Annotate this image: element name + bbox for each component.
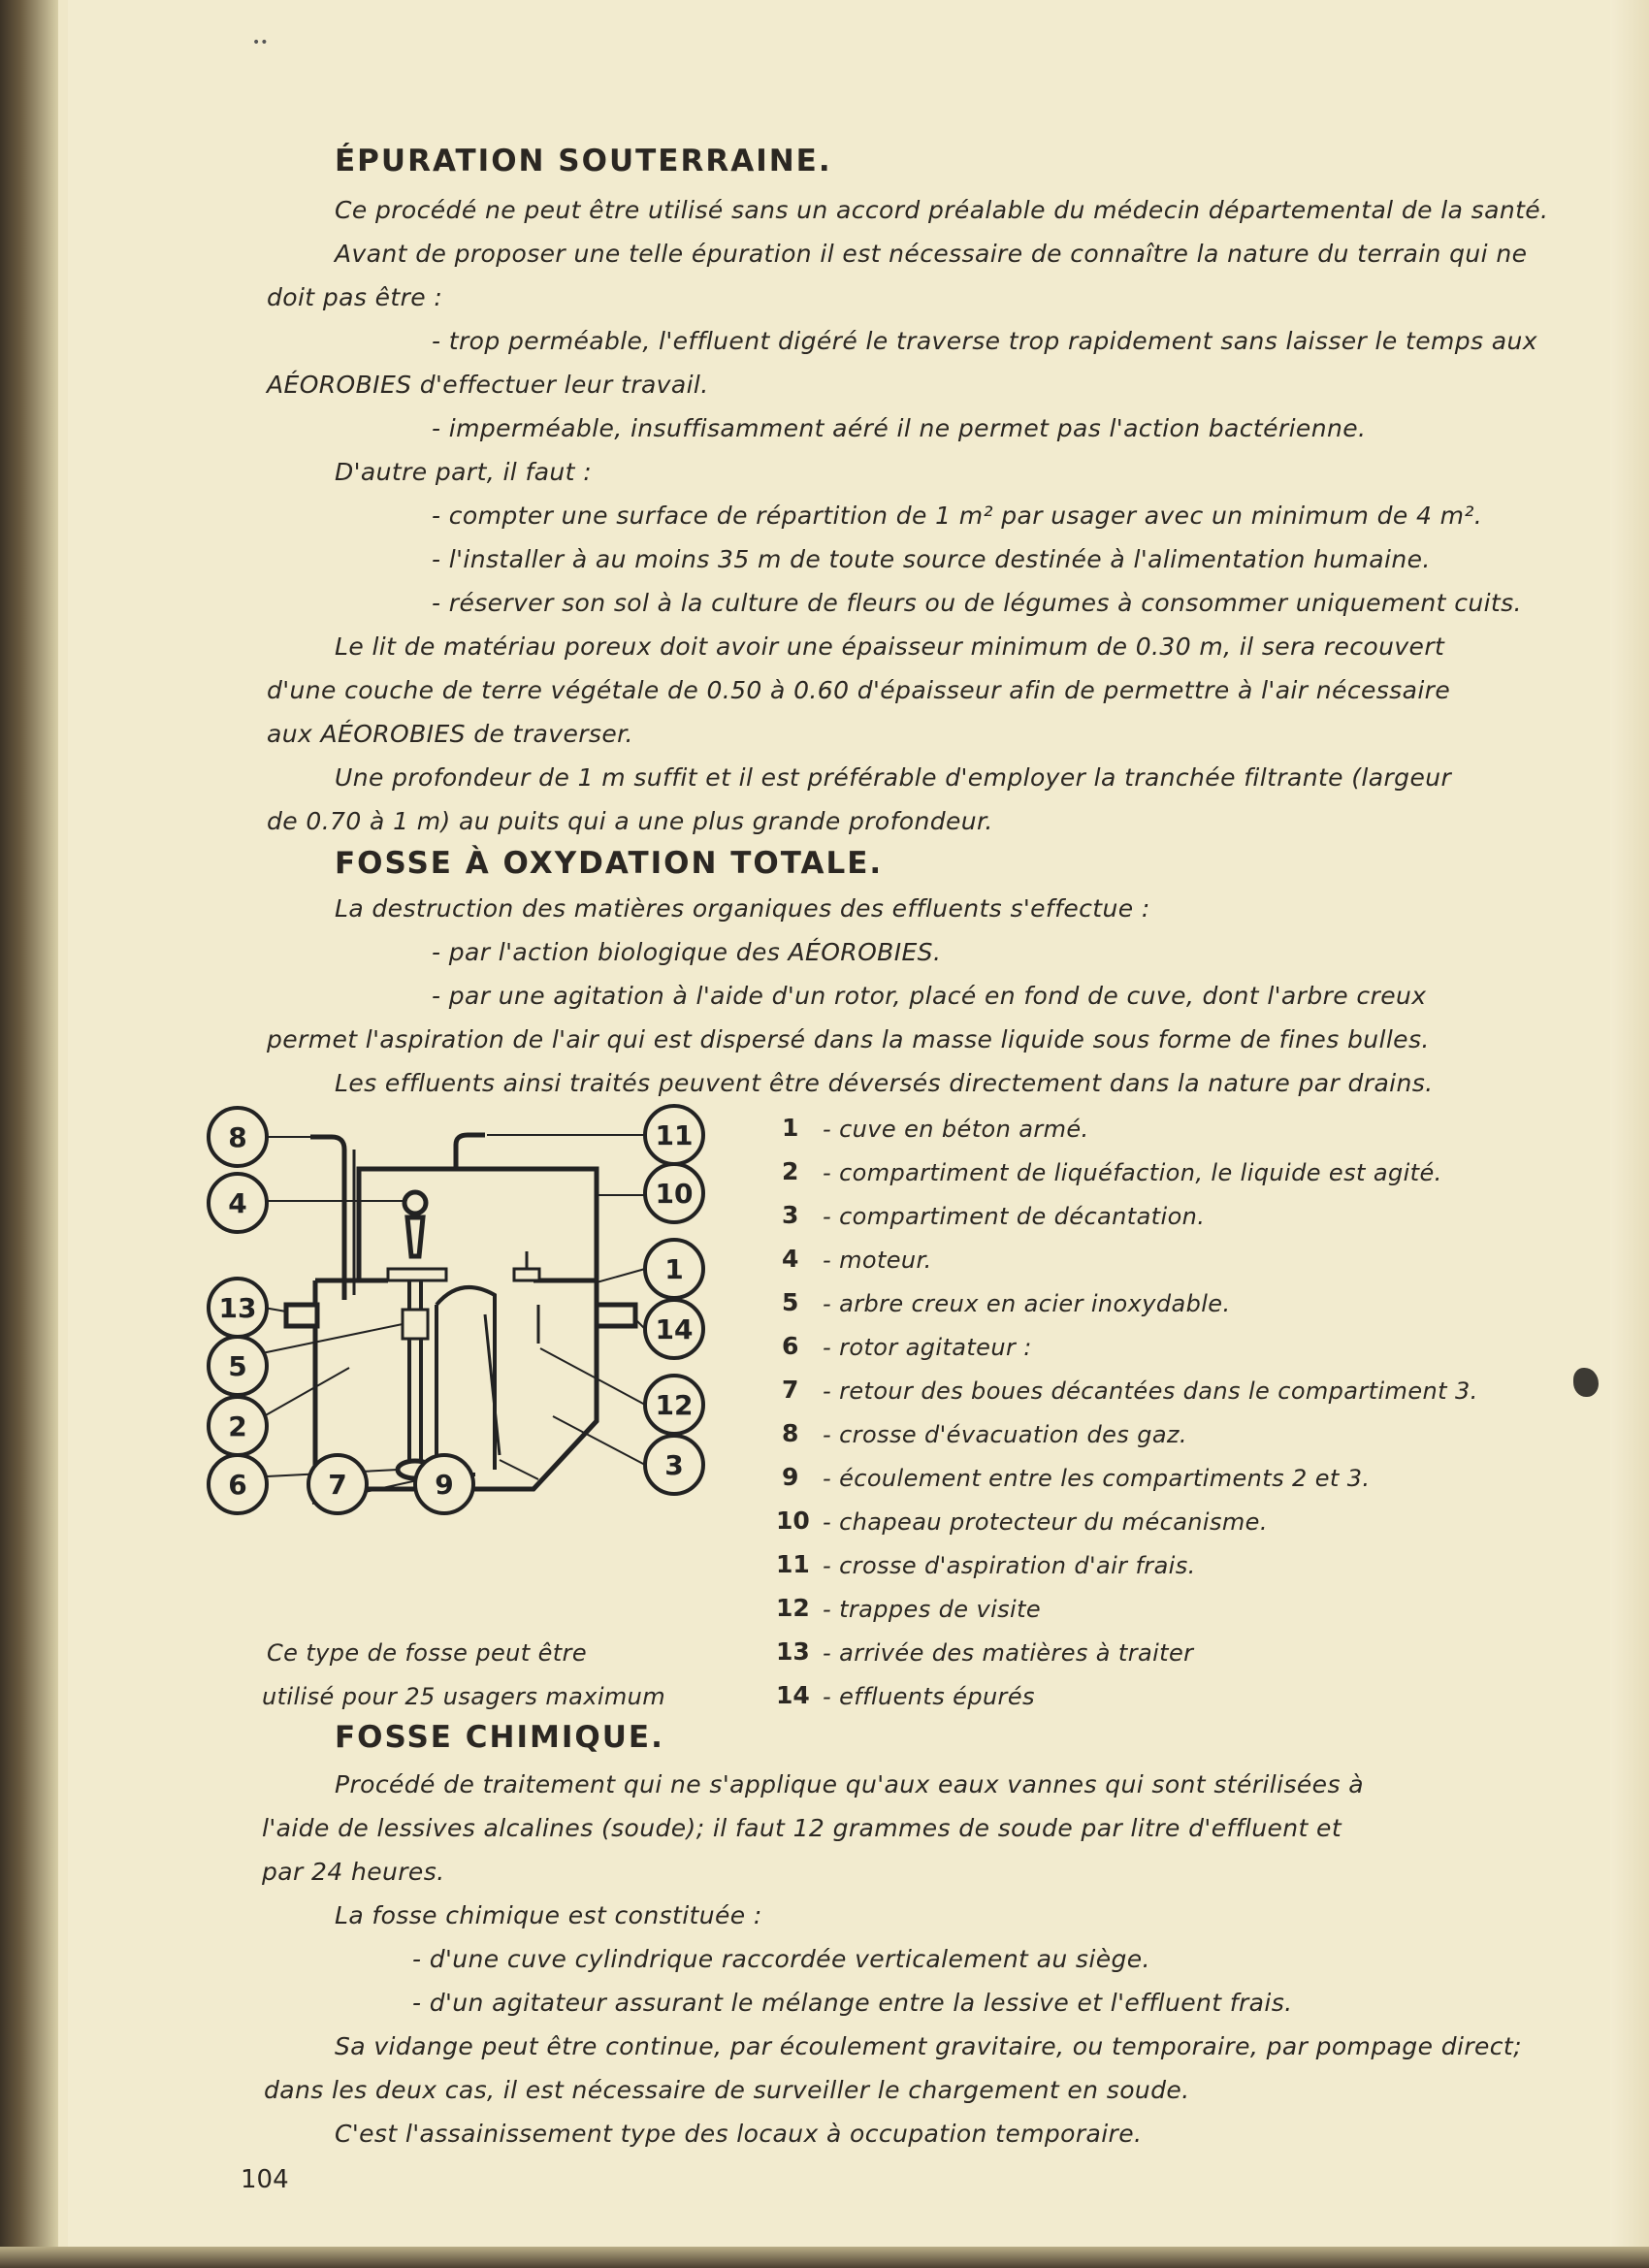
text-line: aux AÉOROBIES de traverser. — [267, 720, 633, 748]
text-line: d'une couche de terre végétale de 0.50 à 0.60 d'épaisseur afin de permettre à l'air nécessaire — [267, 676, 1451, 704]
callout-label: 4 — [228, 1187, 247, 1219]
callout-label: 14 — [655, 1313, 694, 1345]
legend-number: 4 — [782, 1245, 799, 1273]
text-line: doit pas être : — [267, 283, 443, 311]
legend-text: - retour des boues décantées dans le compartiment 3. — [823, 1377, 1478, 1405]
page-bottom-shadow — [0, 2247, 1649, 2268]
text-line: - par une agitation à l'aide d'un rotor, placé en fond de cuve, dont l'arbre creux — [432, 982, 1427, 1010]
page-binding-shadow — [0, 0, 58, 2268]
legend-number: 10 — [776, 1507, 810, 1535]
callout-label: 9 — [435, 1469, 454, 1501]
protective-hood — [359, 1169, 597, 1280]
callout-label: 13 — [218, 1292, 257, 1324]
legend-text: - rotor agitateur : — [823, 1334, 1032, 1361]
page-edge — [1610, 0, 1649, 2268]
legend-text: - moteur. — [823, 1247, 932, 1274]
text-line: de 0.70 à 1 m) au puits qui a une plus grande profondeur. — [267, 807, 993, 835]
text-line: Sa vidange peut être continue, par écoulement gravitaire, ou temporaire, par pompage direct; — [335, 2032, 1522, 2060]
text-line: Le lit de matériau poreux doit avoir une épaisseur minimum de 0.30 m, il sera recouvert — [335, 632, 1445, 661]
text-line: Les effluents ainsi traités peuvent être déversés directement dans la nature par drains. — [335, 1069, 1434, 1097]
legend-number: 11 — [776, 1550, 810, 1578]
legend-number: 12 — [776, 1594, 810, 1622]
callout-label: 8 — [228, 1121, 247, 1153]
legend-text: - trappes de visite — [823, 1596, 1042, 1623]
text-line: La destruction des matières organiques des effluents s'effectue : — [335, 894, 1150, 923]
section-heading-epuration: ÉPURATION SOUTERRAINE. — [335, 144, 832, 178]
page-stain — [1573, 1368, 1599, 1397]
callout-label: 5 — [228, 1350, 247, 1382]
text-line: permet l'aspiration de l'air qui est dispersé dans la masse liquide sous forme de fines bulles. — [267, 1025, 1430, 1053]
callout-label: 7 — [328, 1469, 347, 1501]
callout-label: 3 — [664, 1449, 684, 1481]
text-line: Une profondeur de 1 m suffit et il est préférable d'employer la tranchée filtrante (largeur — [335, 763, 1452, 792]
legend-text: - cuve en béton armé. — [823, 1116, 1089, 1143]
text-line: Ce procédé ne peut être utilisé sans un accord préalable du médecin départemental de la santé. — [335, 196, 1549, 224]
text-line: l'aide de lessives alcalines (soude); il faut 12 grammes de soude par litre d'effluent et — [262, 1814, 1342, 1842]
fosse-diagram — [204, 1096, 747, 1601]
text-line: - d'une cuve cylindrique raccordée verticalement au siège. — [412, 1945, 1150, 1973]
motor — [404, 1192, 426, 1214]
text-line: - compter une surface de répartition de 1 m² par usager avec un minimum de 4 m². — [432, 502, 1483, 530]
text-line: La fosse chimique est constituée : — [335, 1901, 762, 1929]
legend-number: 9 — [782, 1463, 799, 1491]
legend-text: - compartiment de décantation. — [823, 1203, 1206, 1230]
legend-text: - crosse d'évacuation des gaz. — [823, 1421, 1187, 1448]
callout-label: 6 — [228, 1469, 247, 1501]
text-line: - trop perméable, l'effluent digéré le traverse trop rapidement sans laisser le temps aux — [432, 327, 1537, 355]
inlet-pipe — [286, 1305, 317, 1326]
callout-label: 12 — [655, 1389, 694, 1421]
section-heading-fosse-oxydation: FOSSE À OXYDATION TOTALE. — [335, 846, 884, 881]
text-line: Procédé de traitement qui ne s'applique qu'aux eaux vannes qui sont stérilisées à — [335, 1770, 1364, 1798]
text-line: - imperméable, insuffisamment aéré il ne permet pas l'action bactérienne. — [432, 414, 1367, 442]
legend-text: - arrivée des matières à traiter — [823, 1639, 1194, 1667]
text-line: - réserver son sol à la culture de fleurs ou de légumes à consommer uniquement cuits. — [432, 589, 1522, 617]
legend-text: - arbre creux en acier inoxydable. — [823, 1290, 1231, 1317]
text-line: - par l'action biologique des AÉOROBIES. — [432, 938, 942, 966]
legend-number: 2 — [782, 1157, 799, 1185]
legend-number: 8 — [782, 1419, 799, 1447]
callout-label: 11 — [655, 1119, 694, 1151]
legend-number: 5 — [782, 1288, 799, 1316]
text-line: - l'installer à au moins 35 m de toute source destinée à l'alimentation humaine. — [432, 545, 1431, 573]
legend-number: 7 — [782, 1376, 799, 1404]
callout-label: 2 — [228, 1410, 247, 1442]
page-number: 104 — [241, 2165, 289, 2194]
legend-text: - effluents épurés — [823, 1683, 1035, 1710]
text-line: dans les deux cas, il est nécessaire de surveiller le chargement en soude. — [264, 2076, 1190, 2104]
air-intake-pipe — [456, 1135, 485, 1169]
text-line: par 24 heures. — [262, 1858, 445, 1886]
text-line: D'autre part, il faut : — [335, 458, 593, 486]
callout-label: 10 — [655, 1178, 694, 1210]
legend-text: - compartiment de liquéfaction, le liquide est agité. — [823, 1159, 1442, 1186]
page-speck: •• — [252, 35, 269, 50]
legend-number: 13 — [776, 1637, 810, 1666]
legend-number: 3 — [782, 1201, 799, 1229]
legend-number: 1 — [782, 1114, 799, 1142]
text-line: Avant de proposer une telle épuration il est nécessaire de connaître la nature du terrain qui ne — [335, 240, 1528, 268]
callout-label: 1 — [664, 1253, 684, 1285]
legend-text: - écoulement entre les compartiments 2 et 3. — [823, 1465, 1371, 1492]
text-line: C'est l'assainissement type des locaux à occupation temporaire. — [335, 2120, 1143, 2148]
text-line: AÉOROBIES d'effectuer leur travail. — [267, 371, 709, 399]
diagram-caption: Ce type de fosse peut être — [267, 1639, 588, 1667]
legend-number: 6 — [782, 1332, 799, 1360]
fosse-diagram-svg — [204, 1096, 747, 1601]
text-line: - d'un agitateur assurant le mélange entre la lessive et l'effluent frais. — [412, 1989, 1293, 2017]
section-heading-fosse-chimique: FOSSE CHIMIQUE. — [335, 1720, 664, 1755]
legend-text: - crosse d'aspiration d'air frais. — [823, 1552, 1196, 1579]
legend-text: - chapeau protecteur du mécanisme. — [823, 1508, 1268, 1536]
legend-number: 14 — [776, 1681, 810, 1709]
diagram-caption: utilisé pour 25 usagers maximum — [262, 1683, 666, 1710]
outlet-pipe — [597, 1305, 635, 1326]
gas-exhaust-pipe — [310, 1137, 344, 1300]
